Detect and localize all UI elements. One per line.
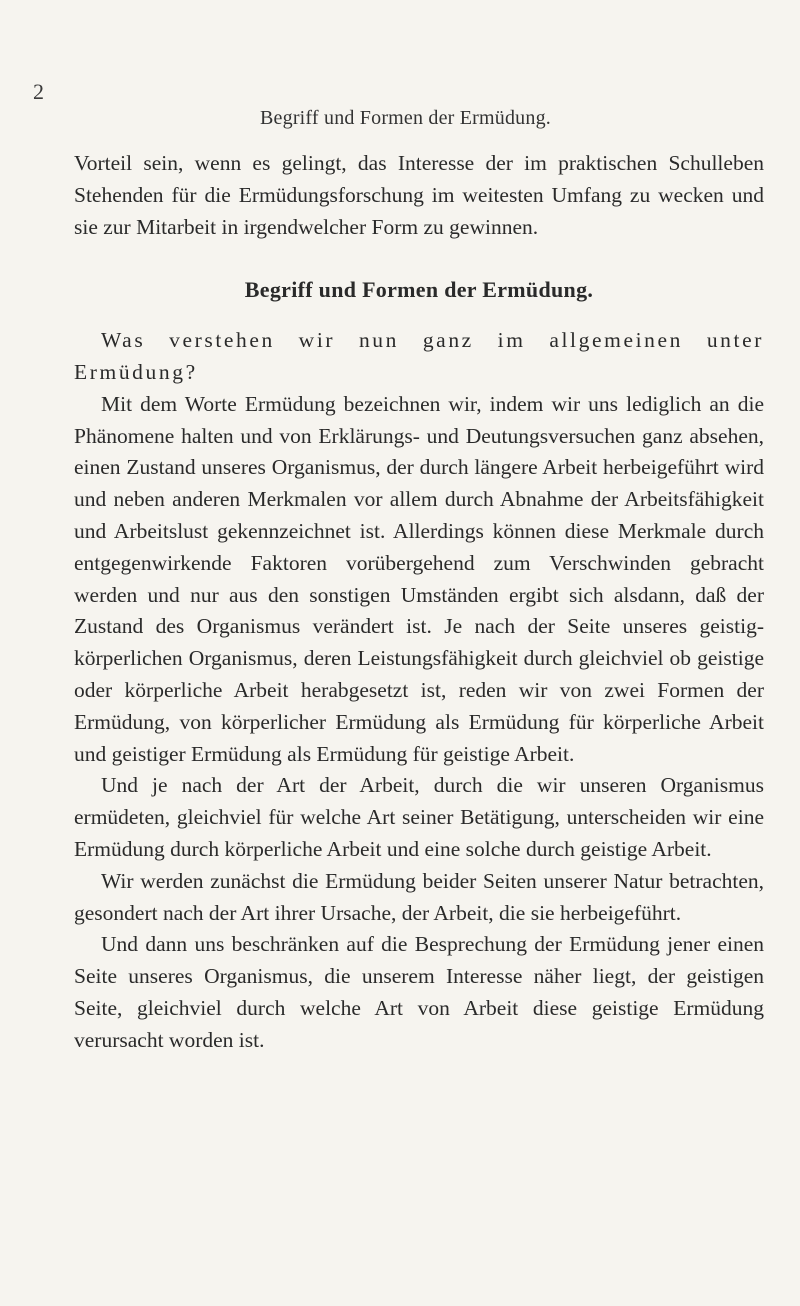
section-heading: Begriff und Formen der Ermüdung. (244, 277, 594, 303)
body-paragraph-2: Und je nach der Art der Arbeit, durch die wir unseren Organismus ermüdeten, gleichviel für welche Art seiner Betätigung, unterscheiden wir eine Ermüdung durch körperliche Arbeit und eine solche durch geistige Arbeit. (74, 773, 764, 861)
question-paragraph: Was verstehen wir nun ganz im allgemeinen unter Ermüdung? (74, 328, 764, 384)
continuation-paragraph: Vorteil sein, wenn es gelingt, das Interesse der im praktischen Schulleben Stehenden für die Ermüdungsforschung im weitesten Umfang zu wecken und sie zur Mitarbeit in irgendwelcher Form zu gewinnen. (74, 151, 764, 239)
body-paragraph-1: Mit dem Worte Ermüdung bezeichnen wir, indem wir uns lediglich an die Phänomene halten und von Erklärungs- und Deutungsversuchen ganz absehen, einen Zustand unseres Organismus, der durch längere Arbeit herbeigeführt wird und neben anderen Merkmalen vor allem durch Abnahme der Arbeitsfähigkeit und Arbeitslust gekennzeichnet ist. Allerdings können diese Merkmale durch entgegenwirkende Faktoren vorübergehend zum Verschwinden gebracht werden und nur aus den sonstigen Umständen ergibt sich alsdann, daß der Zustand des Organismus verändert ist. Je nach der Seite unseres geistig-körperlichen Organismus, deren Leistungsfähigkeit durch gleichviel ob geistige oder körperliche Arbeit herabgesetzt ist, reden wir von zwei Formen der Ermüdung, von körperlicher Ermüdung als Ermüdung für körperliche Arbeit und geistiger Ermüdung als Ermüdung für geistige Arbeit. (74, 391, 764, 766)
page-number: 2 (33, 79, 44, 104)
body-paragraph-4: Und dann uns beschränken auf die Besprechung der Ermüdung jener einen Seite unseres Organismus, die unserem Interesse näher liegt, der geistigen Seite, gleichviel durch welche Art von Arbeit diese geistige Ermüdung verursacht worden ist. (74, 932, 764, 1052)
body-paragraph-3: Wir werden zunächst die Ermüdung beider Seiten unserer Natur betrachten, gesondert nach der Art ihrer Ursache, der Arbeit, die sie herbeigeführt. (74, 868, 764, 925)
running-header: Begriff und Formen der Ermüdung. (260, 107, 551, 129)
page-body (74, 148, 764, 1057)
